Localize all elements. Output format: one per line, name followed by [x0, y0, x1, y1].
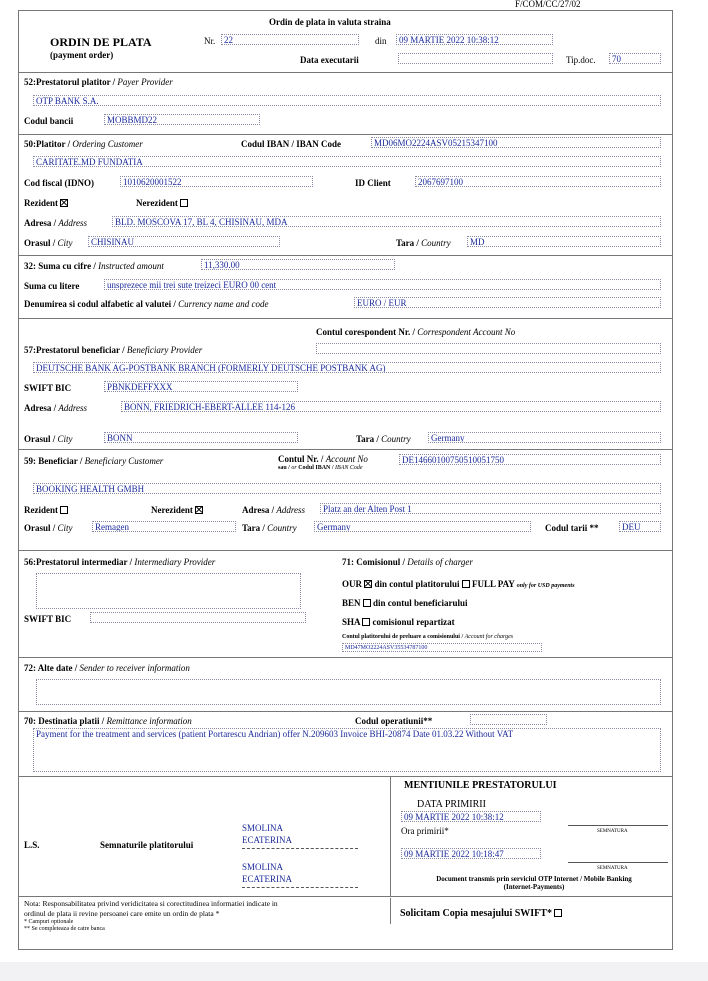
- remittance-field[interactable]: Payment for the treatment and services (patient Portarescu Andrian) offer N.209603 Invoice BHI-20874 Date 01.03.22 Without VAT: [33, 728, 661, 772]
- provider-divider: [390, 776, 391, 896]
- nerezident-checkbox[interactable]: [180, 199, 188, 207]
- beneficiary-bank-city-field[interactable]: BONN: [104, 432, 298, 443]
- other-data-label: 72: Alte date / Sender to receiver information: [24, 663, 190, 673]
- signature-2-line-2: ECATERINA: [242, 874, 292, 884]
- din-label: din: [375, 36, 387, 46]
- signature-1-line: [242, 848, 358, 849]
- nr-label: Nr.: [204, 36, 216, 46]
- city-field[interactable]: CHISINAU: [88, 236, 280, 247]
- semnatura-1: SEMNATURA: [597, 829, 628, 834]
- amount-label: 32: Suma cu cifre / Instructed amount: [24, 261, 164, 271]
- swift-copy-label: Solicitam Copia mesajului SWIFT*: [400, 908, 562, 919]
- country-label: Tara / Country: [396, 238, 451, 248]
- address-label: Adresa / Address: [24, 218, 88, 228]
- signature-1-line-2: ECATERINA: [242, 835, 292, 845]
- operation-code-label: Codul operatiunii**: [355, 716, 433, 726]
- bank-code-label: Codul bancii: [24, 116, 74, 126]
- page-background-strip: [0, 962, 708, 981]
- correspondent-account-label: Contul corespondent Nr. / Correspondent Account No: [316, 327, 516, 337]
- beneficiary-bank-address-label: Adresa / Address: [24, 403, 88, 413]
- tip-doc-label: Tip.doc.: [566, 55, 596, 65]
- correspondent-account-field[interactable]: [316, 343, 661, 354]
- form-title: Ordin de plata in valuta straina: [269, 17, 391, 27]
- full-pay-checkbox[interactable]: [462, 580, 470, 588]
- nerezident-label: Nerezident: [136, 198, 188, 209]
- ordering-customer-label: 50:Platitor / Ordering Customer: [24, 139, 143, 149]
- divider: [18, 711, 673, 712]
- signature-2-line-1: SMOLINA: [242, 862, 284, 872]
- din-field[interactable]: 09 MARTIE 2022 10:38:12: [396, 34, 553, 45]
- footer-note-2: ordinul de plata ii revine persoanei care emite un ordin de plata *: [24, 909, 220, 918]
- beneficiary-address-field[interactable]: Platz an der Alten Post 1: [320, 503, 661, 514]
- divider: [18, 776, 673, 777]
- ls-label: L.S.: [24, 840, 40, 850]
- provider-title: MENTIUNILE PRESTATORULUI: [404, 780, 557, 791]
- charges-our-row: OUR din contul platitorului FULL PAY only for USD payments: [342, 579, 575, 589]
- signature-processed-line: [568, 862, 668, 863]
- amount-words-label: Suma cu litere: [24, 281, 80, 291]
- divider: [18, 255, 673, 256]
- data-exec-field[interactable]: [398, 53, 553, 64]
- charges-sha-row: SHA comisionul repartizat: [342, 617, 455, 627]
- operation-code-field[interactable]: [470, 714, 547, 725]
- beneficiary-country-label: Tara / Country: [242, 523, 297, 533]
- country-code-field[interactable]: DEU: [619, 521, 661, 532]
- beneficiary-bank-city-label: Orasul / City: [24, 434, 73, 444]
- charges-account-field[interactable]: MD47MO2224ASV35534787100: [342, 643, 542, 652]
- charges-ben-row: BEN din contul beneficiarului: [342, 598, 468, 608]
- intermediary-swift-label: SWIFT BIC: [24, 614, 72, 624]
- signature-1-line-1: SMOLINA: [242, 823, 284, 833]
- beneficiary-account-field[interactable]: DE14660100750510051750: [399, 454, 661, 465]
- beneficiary-bank-address-field[interactable]: BONN, FRIEDRICH-EBERT-ALLEE 114-126: [121, 401, 661, 412]
- beneficiary-rezident-label: Rezident: [24, 505, 68, 516]
- currency-field[interactable]: EURO / EUR: [354, 297, 661, 308]
- beneficiary-provider-label: 57:Prestatorul beneficiar / Beneficiary Provider: [24, 345, 203, 355]
- beneficiary-provider-field[interactable]: DEUTSCHE BANK AG-POSTBANK BRANCH (FORMERLY DEUTSCHE POSTBANK AG): [33, 362, 661, 373]
- footer-note-4: ** Se completeaza de catre banca: [24, 926, 105, 932]
- beneficiary-country-field[interactable]: Germany: [314, 521, 531, 532]
- divider: [18, 72, 673, 73]
- data-primirii-label: DATA PRIMIRII: [417, 799, 486, 810]
- footer-divider: [390, 898, 391, 924]
- signature-2-line: [242, 887, 358, 888]
- payer-provider-label: 52:Prestatorul platitor / Payer Provider: [24, 77, 173, 87]
- ora-primirii-label: Ora primirii*: [401, 826, 449, 836]
- beneficiary-account-sublabel: sau / or Codul IBAN / IBAN Code: [278, 465, 363, 471]
- country-field[interactable]: MD: [467, 236, 661, 247]
- our-checkbox[interactable]: [364, 580, 372, 588]
- signatures-label: Semnaturile platitorului: [100, 840, 194, 850]
- signature-received-line: [568, 825, 668, 826]
- bank-code-field[interactable]: MOBBMD22: [104, 114, 260, 125]
- divider: [18, 657, 673, 658]
- date-received-field[interactable]: 09 MARTIE 2022 10:38:12: [401, 811, 541, 822]
- fiscal-code-label: Cod fiscal (IDNO): [24, 178, 94, 188]
- city-label: Orasul / City: [24, 238, 73, 248]
- beneficiary-city-label: Orasul / City: [24, 523, 73, 533]
- rezident-label: Rezident: [24, 198, 68, 209]
- rezident-checkbox[interactable]: [60, 199, 68, 207]
- beneficiary-nerezident-label: Nerezident: [151, 505, 203, 516]
- beneficiary-rezident-checkbox[interactable]: [60, 506, 68, 514]
- intermediary-provider-field[interactable]: [36, 573, 301, 609]
- beneficiary-bank-country-field[interactable]: Germany: [428, 432, 661, 443]
- divider: [18, 318, 673, 319]
- document-frame: [18, 10, 673, 950]
- data-exec-label: Data executarii: [300, 55, 359, 65]
- client-id-field[interactable]: 2067697100: [415, 176, 661, 187]
- charges-account-label: Contul platitorului de preluare a comisionului / Account for charges: [342, 634, 514, 640]
- beneficiary-account-label: Contul Nr. / Account No: [278, 454, 368, 464]
- footer-note-1: Nota: Responsabilitatea privind veridicitatea si corectitudinea informatiei indicate in: [24, 899, 278, 908]
- amount-words-field[interactable]: unsprezece mii trei sute treizeci EURO 00 cent: [104, 279, 661, 290]
- payer-provider-field[interactable]: OTP BANK S.A.: [33, 95, 661, 106]
- sha-checkbox[interactable]: [362, 618, 370, 626]
- country-code-label: Codul tarii **: [545, 523, 599, 533]
- client-id-label: ID Client: [355, 178, 391, 188]
- doc-title: ORDIN DE PLATA: [50, 35, 152, 49]
- beneficiary-city-field[interactable]: Remagen: [92, 521, 236, 532]
- swift-label: SWIFT BIC: [24, 383, 72, 393]
- iban-field[interactable]: MD06MO2224ASV05215347100: [371, 137, 661, 148]
- charges-label: 71: Comisionul / Details of charger: [342, 557, 473, 567]
- swift-field[interactable]: PBNKDEFFXXX: [104, 381, 298, 392]
- ben-checkbox[interactable]: [363, 599, 371, 607]
- form-code: F/COM/CC/27/02: [515, 0, 581, 9]
- doc-subtitle: (payment order): [50, 50, 114, 60]
- address-field[interactable]: BLD. MOSCOVA 17, BL 4, CHISINAU, MDA: [112, 216, 661, 227]
- divider: [18, 896, 673, 897]
- remittance-label: 70: Destinatia platii / Remittance information: [24, 716, 192, 726]
- intermediary-provider-label: 56:Prestatorul intermediar / Intermediary Provider: [24, 557, 216, 567]
- payer-name-field[interactable]: CARITATE.MD FUNDATIA: [33, 156, 661, 167]
- intermediary-swift-field[interactable]: [90, 612, 306, 623]
- beneficiary-nerezident-checkbox[interactable]: [195, 506, 203, 514]
- nr-field[interactable]: 22: [221, 34, 359, 45]
- divider: [18, 550, 673, 551]
- footer-note-3: * Campuri optionale: [24, 919, 74, 925]
- divider: [18, 449, 673, 450]
- amount-field[interactable]: 11,330.00: [201, 259, 395, 270]
- iban-label: Codul IBAN / IBAN Code: [241, 139, 342, 149]
- semnatura-2: SEMNATURA: [597, 866, 628, 871]
- provider-note-2: (Internet-Payments): [503, 883, 565, 891]
- currency-label: Denumirea si codul alfabetic al valutei / Currency name and code: [24, 299, 269, 309]
- tip-doc-field[interactable]: 70: [609, 53, 661, 64]
- beneficiary-customer-label: 59: Beneficiar / Beneficiary Customer: [24, 456, 164, 466]
- beneficiary-bank-country-label: Tara / Country: [356, 434, 411, 444]
- divider: [18, 134, 673, 135]
- beneficiary-address-label: Adresa / Address: [242, 505, 306, 515]
- swift-copy-checkbox[interactable]: [554, 909, 562, 917]
- provider-note-1: Document transmis prin serviciul OTP Internet / Mobile Banking: [436, 875, 632, 883]
- beneficiary-name-field[interactable]: BOOKING HEALTH GMBH: [33, 483, 661, 494]
- date-processed-field[interactable]: 09 MARTIE 2022 10:18:47: [401, 848, 541, 859]
- fiscal-code-field[interactable]: 1010620001522: [120, 176, 313, 187]
- other-data-field[interactable]: [36, 679, 661, 705]
